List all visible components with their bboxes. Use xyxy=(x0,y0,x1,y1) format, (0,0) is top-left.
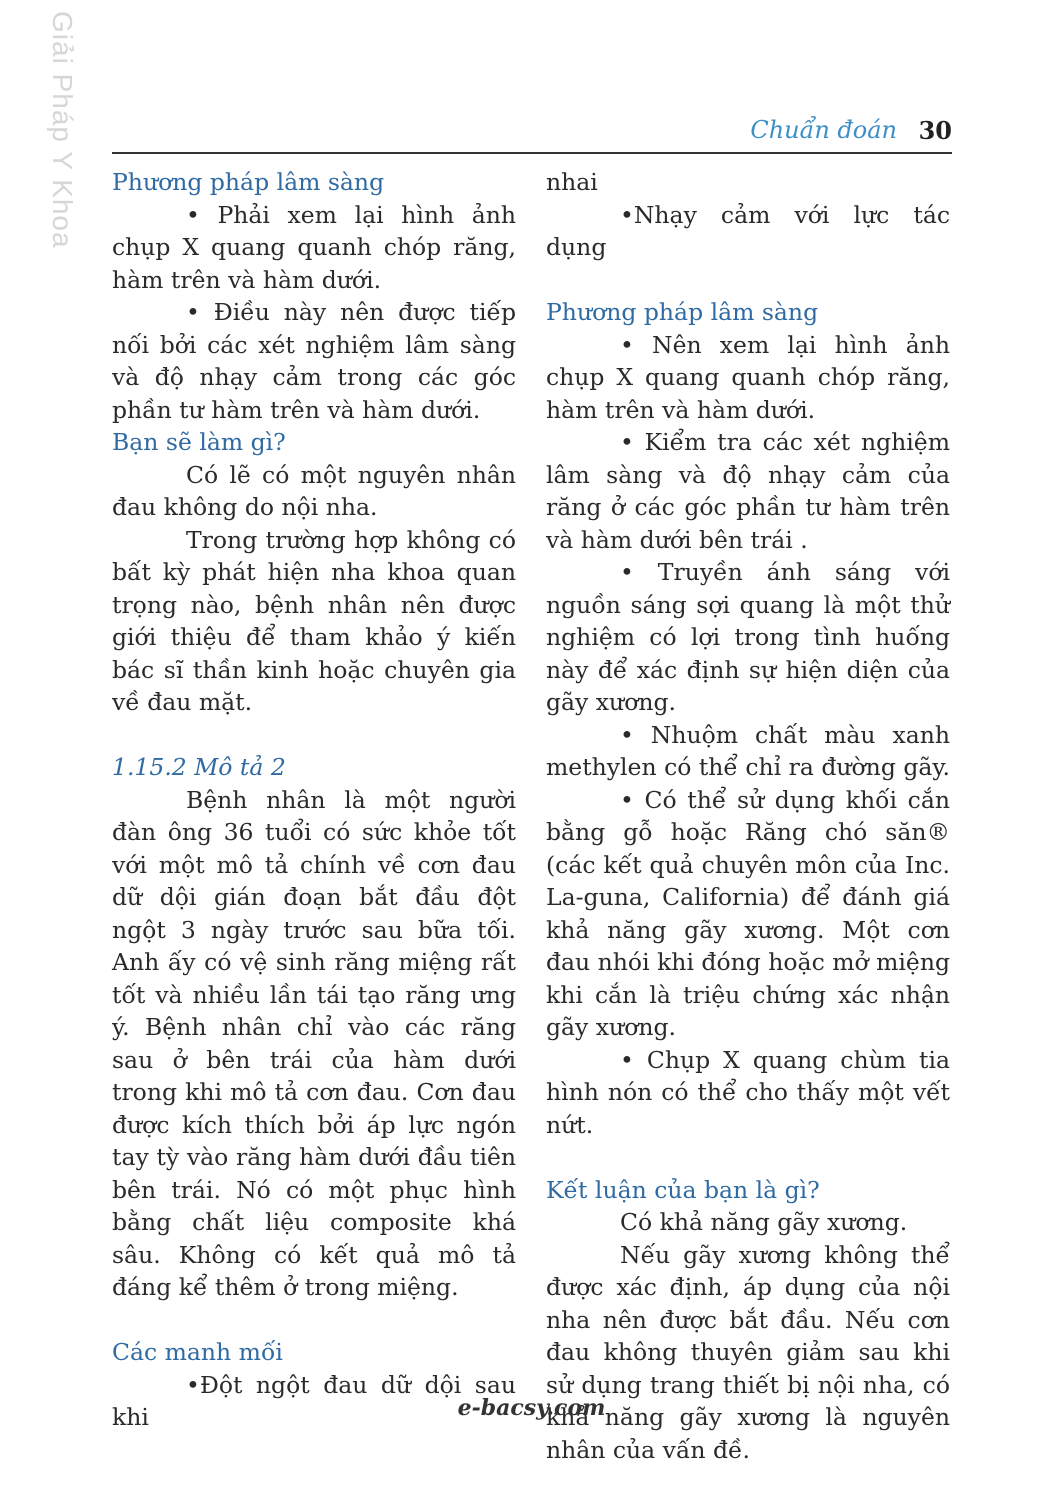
bullet-paragraph: • Phải xem lại hình ảnh chụp X quang quanh chóp răng, hàm trên và hàm dưới. xyxy=(112,200,516,294)
paragraph: Trong trường hợp không có bất kỳ phát hiện nha khoa quan trọng nào, bệnh nhân nên được giới thiệu để tham khảo ý kiến bác sĩ thần kinh hoặc chuyên gia về đau mặt. xyxy=(112,525,516,716)
heading-clinical-method: Phương pháp lâm sàng xyxy=(546,298,819,326)
bullet-paragraph: • Kiểm tra các xét nghiệm lâm sàng và độ nhạy cảm của răng ở các góc phần tư hàm trên và hàm dưới bên trái . xyxy=(546,428,950,554)
right-column xyxy=(546,166,950,1466)
heading-clinical-method: Phương pháp lâm sàng xyxy=(112,168,385,196)
continued-text: nhai xyxy=(546,168,598,196)
heading-case-2: 1.15.2 Mô tả 2 xyxy=(112,753,286,781)
paragraph: Có khả năng gãy xương. xyxy=(620,1208,908,1236)
paragraph: Có lẽ có một nguyên nhân đau không do nội nha. xyxy=(112,460,516,521)
heading-clues: Các manh mối xyxy=(112,1338,283,1366)
bullet-paragraph: • Truyền ánh sáng với nguồn sáng sợi quang là một thử nghiệm có lợi trong tình huống này để xác định sự hiện diện của gãy xương. xyxy=(546,558,950,716)
bullet-paragraph: • Điều này nên được tiếp nối bởi các xét nghiệm lâm sàng và độ nhạy cảm trong các góc phần tư hàm trên và hàm dưới. xyxy=(112,298,516,424)
bullet-paragraph: • Có thể sử dụng khối cắn bằng gỗ hoặc Răng chó săn® (các kết quả chuyên môn của Inc. La-guna, California) để đánh giá khả năng gãy xương. Một cơn đau nhói khi đóng hoặc mở miệng khi cắn là triệu chứng xác nhận gãy xương. xyxy=(546,785,950,1041)
bullet-paragraph: • Nhuộm chất màu xanh methylen có thể chỉ ra đường gãy. xyxy=(546,720,951,781)
paragraph: Nếu gãy xương không thể được xác định, áp dụng của nội nha nên được bắt đầu. Nếu cơn đau không thuyên giảm sau khi sử dụng trang thiết bị nội nha, có khả năng gãy xương là nguyên nhân của vấn đề. xyxy=(546,1240,950,1464)
paragraph: Bệnh nhân là một người đàn ông 36 tuổi có sức khỏe tốt với một mô tả chính về cơn đau dữ dội gián đoạn bắt đầu đột ngột 3 ngày trước sau bữa tối. Anh ấy có vệ sinh răng miệng rất tốt và nhiều lần tái tạo răng ưng ý. Bệnh nhân chỉ vào các răng sau ở bên trái của hàm dưới trong khi mô tả cơn đau. Cơn đau được kích thích bởi áp lực ngón tay tỳ vào răng hàm dưới đầu tiên bên trái. Nó có một phục hình bằng chất liệu composite khá sâu. Không có kết quả mô tả đáng kể thêm ở trong miệng. xyxy=(112,785,516,1301)
footer-website: e-bacsy.com xyxy=(457,1395,606,1421)
page-number: 30 xyxy=(918,116,952,145)
left-column xyxy=(112,166,516,1434)
bullet-paragraph: •Đột ngột đau dữ dội sau khi xyxy=(112,1370,516,1431)
heading-what-to-do: Bạn sẽ làm gì? xyxy=(112,428,286,456)
bullet-paragraph: • Nên xem lại hình ảnh chụp X quang quanh chóp răng, hàm trên và hàm dưới. xyxy=(546,330,950,424)
side-watermark: Giải Pháp Y Khoa xyxy=(47,11,78,249)
page-header xyxy=(112,112,952,154)
heading-conclusion: Kết luận của bạn là gì? xyxy=(546,1175,820,1204)
bullet-paragraph: • Chụp X quang chùm tia hình nón có thể cho thấy một vết nứt. xyxy=(546,1045,950,1139)
section-title: Chuẩn đoán xyxy=(750,116,897,144)
bullet-paragraph: •Nhạy cảm với lực tác dụng xyxy=(546,200,950,261)
